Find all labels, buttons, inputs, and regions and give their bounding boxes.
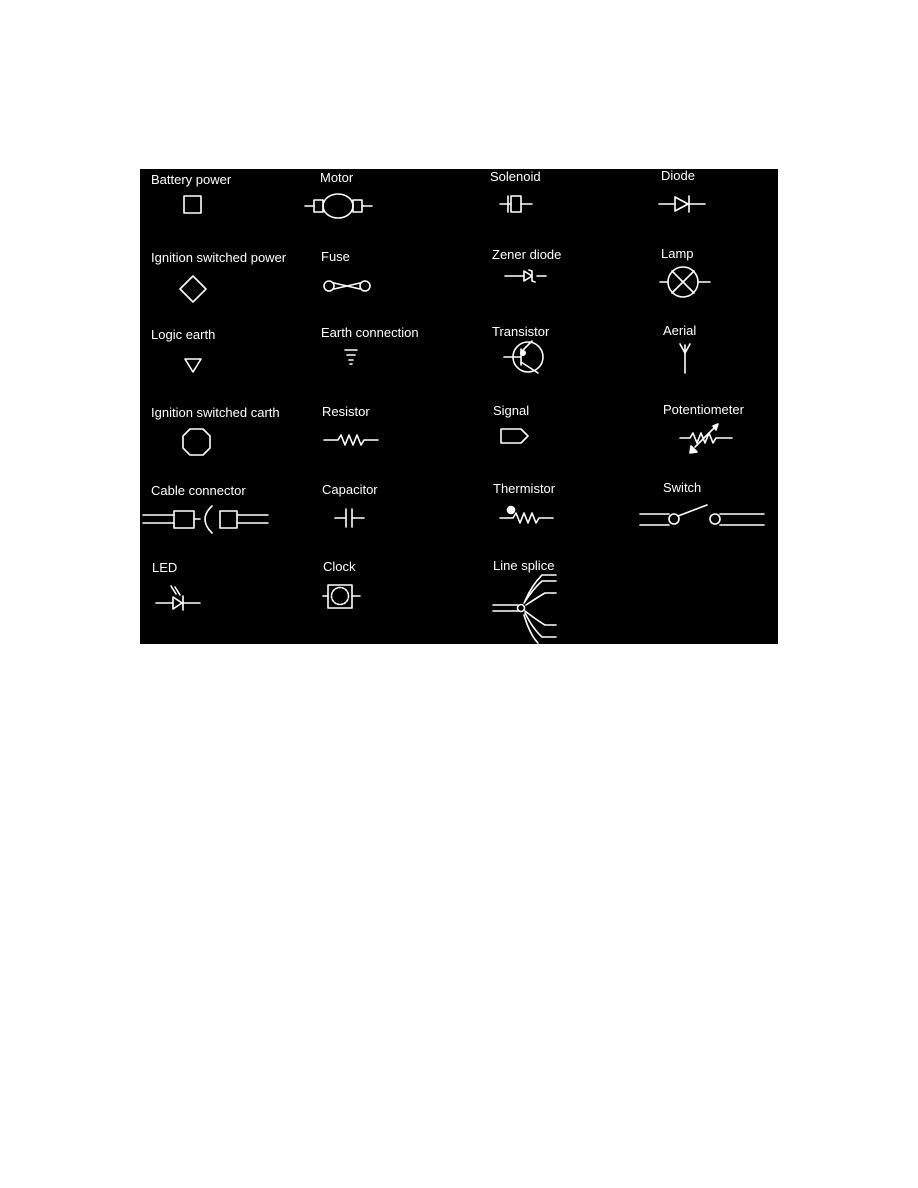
label-capacitor: Capacitor	[322, 482, 378, 497]
label-logic-earth: Logic earth	[151, 327, 216, 342]
solenoid-icon	[500, 196, 532, 212]
symbols-drawing	[140, 169, 778, 644]
fuse-icon	[324, 281, 370, 291]
ignition-switched-earth-icon	[183, 429, 210, 455]
label-led: LED	[152, 560, 178, 575]
label-clock: Clock	[323, 559, 356, 574]
thermistor-icon	[500, 507, 553, 524]
label-aerial: Aerial	[663, 323, 697, 338]
symbol-legend-panel	[140, 169, 778, 644]
logic-earth-icon	[185, 359, 201, 372]
capacitor-icon	[335, 509, 364, 527]
label-thermistor: Thermistor	[493, 481, 556, 496]
label-solenoid: Solenoid	[490, 169, 541, 184]
cable-connector-icon	[143, 506, 268, 533]
label-switch: Switch	[663, 480, 702, 495]
label-cable-connector: Cable connector	[151, 483, 246, 498]
battery-power-icon	[184, 196, 201, 213]
label-resistor: Resistor	[322, 404, 370, 419]
diode-icon	[659, 196, 705, 212]
transistor-icon	[504, 341, 543, 373]
clock-icon	[323, 585, 360, 608]
led-icon	[156, 586, 200, 610]
line-splice-icon	[493, 575, 556, 643]
label-transistor: Transistor	[492, 324, 550, 339]
label-lamp: Lamp	[661, 246, 694, 261]
label-ignition-switched-power: Ignition switched power	[151, 250, 287, 265]
lamp-icon	[660, 267, 710, 297]
resistor-icon	[324, 435, 378, 445]
label-diode: Diode	[661, 168, 695, 183]
label-zener-diode: Zener diode	[492, 247, 562, 262]
potentiometer-icon	[680, 424, 732, 453]
aerial-icon	[680, 344, 690, 373]
label-ignition-switched-earth: Ignition switched carth	[151, 405, 280, 420]
label-motor: Motor	[320, 170, 354, 185]
label-signal: Signal	[493, 403, 530, 418]
label-potentiometer: Potentiometer	[663, 402, 744, 417]
earth-connection-icon	[345, 350, 357, 364]
motor-icon	[305, 194, 372, 218]
zener-diode-icon	[505, 270, 546, 282]
label-earth-connection: Earth connection	[321, 325, 419, 340]
switch-icon	[640, 505, 764, 525]
signal-icon	[501, 429, 528, 443]
ignition-switched-power-icon	[180, 276, 206, 302]
label-battery-power: Battery power	[151, 172, 232, 187]
label-line-splice: Line splice	[493, 558, 555, 573]
label-fuse: Fuse	[321, 249, 350, 264]
